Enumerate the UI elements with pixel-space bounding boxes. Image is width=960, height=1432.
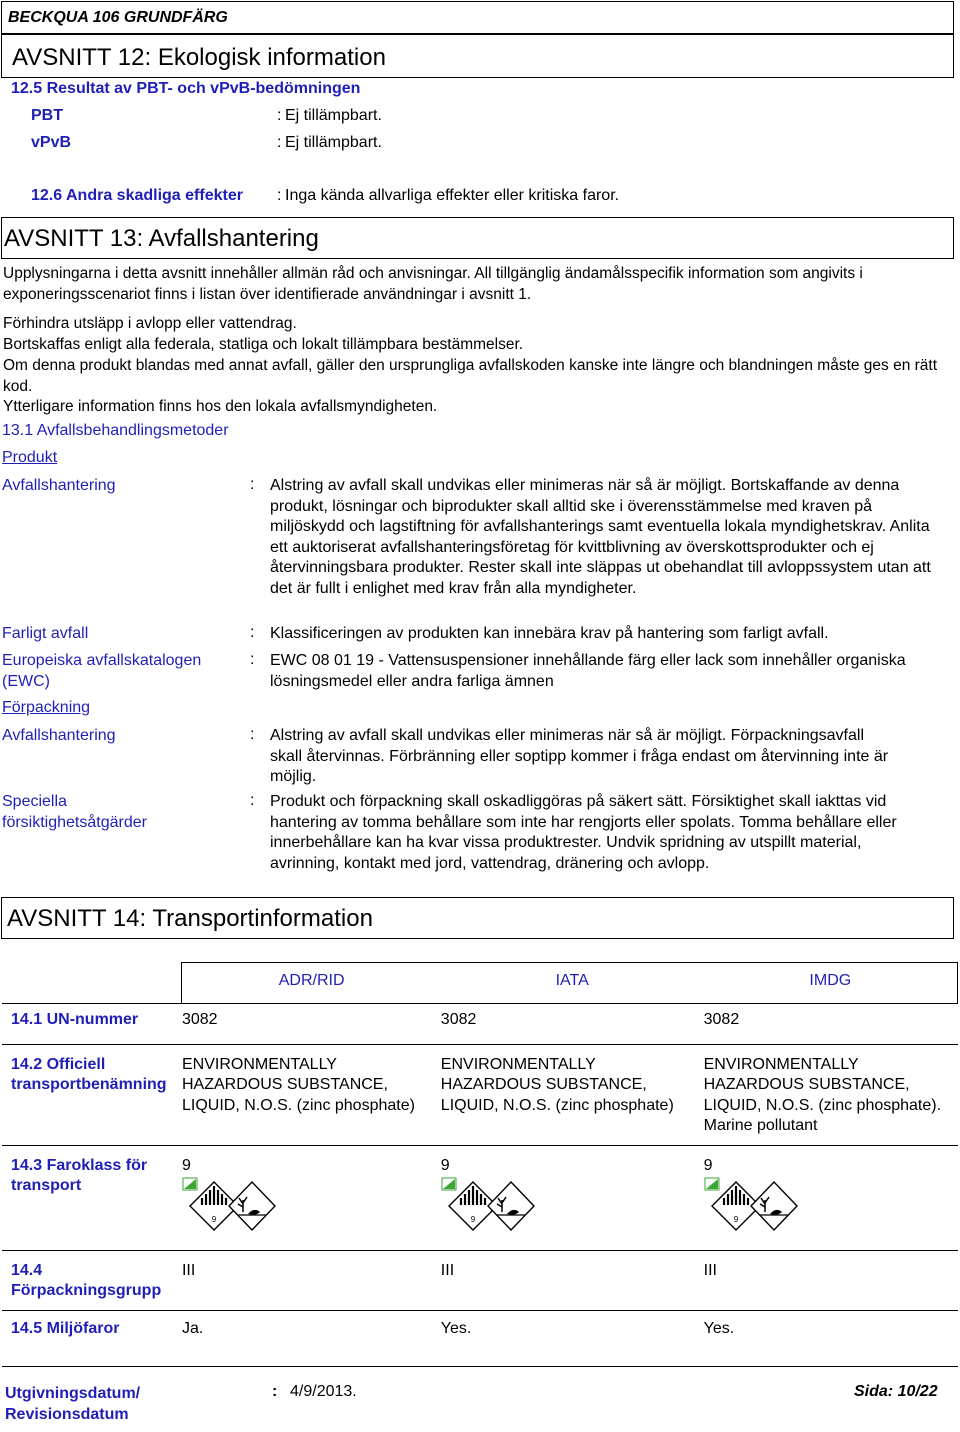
packing-group-row <box>2 1250 958 1310</box>
hazard-class-imdg: 9 <box>703 1156 713 1174</box>
farligt-avfall-label: Farligt avfall <box>2 625 89 642</box>
shipping-name-adr: ENVIRONMENTALLY HAZARDOUS SUBSTANCE, LIQUID, N.O.S. (zinc phosphate) <box>181 1055 415 1114</box>
special-precautions-value: Produkt och förpackning skall oskadliggöras på säkert sätt. Försiktighet skall iakttas vid hantering av tomma behållare som inte har rengjorts eller spolats. Tomma behållare eller innerbehållare kan ha kvar vissa produktrester. Undvik spridning av utspillt material, avrinning, kontakt med jord, vattendrag, dränering och avlopp. <box>270 793 897 872</box>
special-precautions-colon: : <box>250 792 255 809</box>
hazard-class-iata: 9 <box>440 1156 450 1174</box>
un-number-adr: 3082 <box>181 1010 218 1028</box>
packing-group-adr: III <box>181 1261 196 1279</box>
paragraph-further-info: Ytterligare information finns hos den lokala avfallsmyndigheten. <box>3 398 438 415</box>
svg-text:9: 9 <box>733 1215 738 1224</box>
vpvb-colon: : <box>277 134 282 151</box>
header-imdg: IMDG <box>809 972 852 989</box>
shipping-name-row <box>2 1044 958 1145</box>
paragraph-general-advice: Upplysningarna i detta avsnitt innehåller allmän råd och anvisningar. All tillgänglig ändamålsspecifik information som angivits i exponeringsscenariot finns i listan över identifierade användningar i avsnitt 1. <box>3 265 863 303</box>
un-number-label: 14.1 UN-nummer <box>11 1010 139 1028</box>
environmental-hazards-imdg: Yes. <box>703 1319 735 1337</box>
shipping-name-label: 14.2 Officiell transportbenämning <box>11 1055 167 1093</box>
footer-date: 4/9/2013. <box>290 1383 357 1400</box>
document-footer <box>2 1366 958 1432</box>
ewc-colon: : <box>250 651 255 668</box>
produkt-heading: Produkt <box>2 449 58 466</box>
ewc-value: EWC 08 01 19 - Vattensuspensioner innehållande färg eller lack som innehåller organiska lösningsmedel eller andra farliga ämnen <box>270 652 906 690</box>
transport-table <box>2 962 958 1347</box>
section-12-heading-box <box>1 34 954 78</box>
pbt-colon: : <box>277 107 282 124</box>
environmental-hazards-iata: Yes. <box>440 1319 472 1337</box>
special-precautions-label: Speciella försiktighetsåtgärder <box>2 793 147 831</box>
marine-pollutant-mark-icon <box>442 1178 456 1190</box>
avfallshantering-packaging-label: Avfallshantering <box>2 727 116 744</box>
avfallshantering-packaging-colon: : <box>250 726 255 743</box>
avfallshantering-product-value: Alstring av avfall skall undvikas eller minimeras när så är möjligt. Bortskaffande av denna produkt, lösningar och biprodukter skall alltid ske i överensstämmelse med kraven på miljöskydd och lagstiftning för avfallshanterings samt eventuella lokala myndighetskrav. Anlita ett auktoriserat avfallshanteringsföretag för kvittblivning av överskottsprodukter och ej återvinningsbara produkter. Rester skall inte släppas ut obehandlat till avloppssystem utan att det är fullt i enlighet med krav från alla myndigheter. <box>270 477 931 597</box>
environment-hazard-diamond-icon <box>488 1182 534 1230</box>
hazard-class-label: 14.3 Faroklass för transport <box>11 1156 148 1194</box>
hazard-pictograms-imdg <box>704 1176 798 1238</box>
un-number-iata: 3082 <box>440 1010 477 1028</box>
marine-pollutant-mark-icon <box>183 1178 197 1190</box>
product-name: BECKQUA 106 GRUNDFÄRG <box>8 9 228 26</box>
shipping-name-iata: ENVIRONMENTALLY HAZARDOUS SUBSTANCE, LIQUID, N.O.S. (zinc phosphate) <box>440 1055 674 1114</box>
environmental-hazards-adr: Ja. <box>181 1319 204 1337</box>
paragraph-prevent-release: Förhindra utsläpp i avlopp eller vattendrag. <box>3 315 297 332</box>
packing-group-label: 14.4 Förpackningsgrupp <box>11 1261 162 1299</box>
shipping-name-imdg: ENVIRONMENTALLY HAZARDOUS SUBSTANCE, LIQUID, N.O.S. (zinc phosphate). Marine pollutant <box>703 1055 942 1134</box>
paragraph-mixed-waste: Om denna produkt blandas med annat avfall, gäller den ursprungliga avfallskoden kanske inte längre och blandningen måste ges en rätt kod. <box>3 357 938 395</box>
un-number-row <box>2 1003 958 1044</box>
vpvb-label: vPvB <box>31 134 72 151</box>
farligt-avfall-colon: : <box>250 624 255 641</box>
hazard-pictograms-iata <box>441 1176 535 1238</box>
avfallshantering-packaging-value: Alstring av avfall skall undvikas eller minimeras när så är möjligt. Förpackningsavfall skall återvinnas. Förbränning eller soptipp kommer i fråga endast om återvinning inte är möjlig. <box>270 727 889 785</box>
subsection-12-6-title: 12.6 Andra skadliga effekter <box>31 187 243 204</box>
packing-group-imdg: III <box>703 1261 717 1279</box>
page-number: Sida: 10/22 <box>854 1383 938 1400</box>
environmental-hazards-label: 14.5 Miljöfaror <box>11 1319 120 1337</box>
un-number-imdg: 3082 <box>703 1010 740 1028</box>
paragraph-dispose-regulations: Bortskaffas enligt alla federala, statliga och lokalt tillämpbara bestämmelser. <box>3 336 524 353</box>
hazard-pictograms-adr <box>182 1176 276 1238</box>
packing-group-iata: III <box>440 1261 455 1279</box>
environment-hazard-diamond-icon <box>229 1182 275 1230</box>
subsection-13-1-title: 13.1 Avfallsbehandlingsmetoder <box>2 422 229 439</box>
pbt-value: Ej tillämpbart. <box>285 107 382 124</box>
subsection-12-6-value: Inga kända allvarliga effekter eller kritiska faror. <box>285 187 620 204</box>
section-13-title: AVSNITT 13: Avfallshantering <box>4 225 319 252</box>
svg-text:9: 9 <box>470 1215 476 1224</box>
avfallshantering-product-colon: : <box>250 476 255 493</box>
header-adr-rid: ADR/RID <box>278 972 345 989</box>
section-13-heading-box <box>1 217 954 259</box>
ewc-label: Europeiska avfallskatalogen (EWC) <box>2 652 202 690</box>
pbt-label: PBT <box>31 107 63 124</box>
vpvb-value: Ej tillämpbart. <box>285 134 382 151</box>
section-14-title: AVSNITT 14: Transportinformation <box>7 905 373 932</box>
farligt-avfall-value: Klassificeringen av produkten kan innebära krav på hantering som farligt avfall. <box>270 625 829 642</box>
marine-pollutant-mark-icon <box>705 1178 719 1190</box>
subsection-12-6-colon: : <box>277 187 282 204</box>
header-iata: IATA <box>555 972 589 989</box>
environmental-hazards-row <box>2 1310 958 1347</box>
footer-date-label: Utgivningsdatum/ Revisionsdatum <box>5 1385 141 1423</box>
document-header <box>1 1 954 34</box>
section-12-title: AVSNITT 12: Ekologisk information <box>12 44 386 71</box>
section-14-heading-box <box>1 897 954 939</box>
environment-hazard-diamond-icon <box>751 1182 797 1230</box>
avfallshantering-product-label: Avfallshantering <box>2 477 116 494</box>
forpackning-heading: Förpackning <box>2 699 91 716</box>
transport-header-row <box>2 963 958 1004</box>
svg-text:9: 9 <box>211 1215 217 1224</box>
subsection-12-5-title: 12.5 Resultat av PBT- och vPvB-bedömningen <box>11 80 361 97</box>
hazard-class-adr: 9 <box>181 1156 191 1174</box>
footer-colon: : <box>272 1383 278 1400</box>
hazard-class-row <box>2 1145 958 1250</box>
